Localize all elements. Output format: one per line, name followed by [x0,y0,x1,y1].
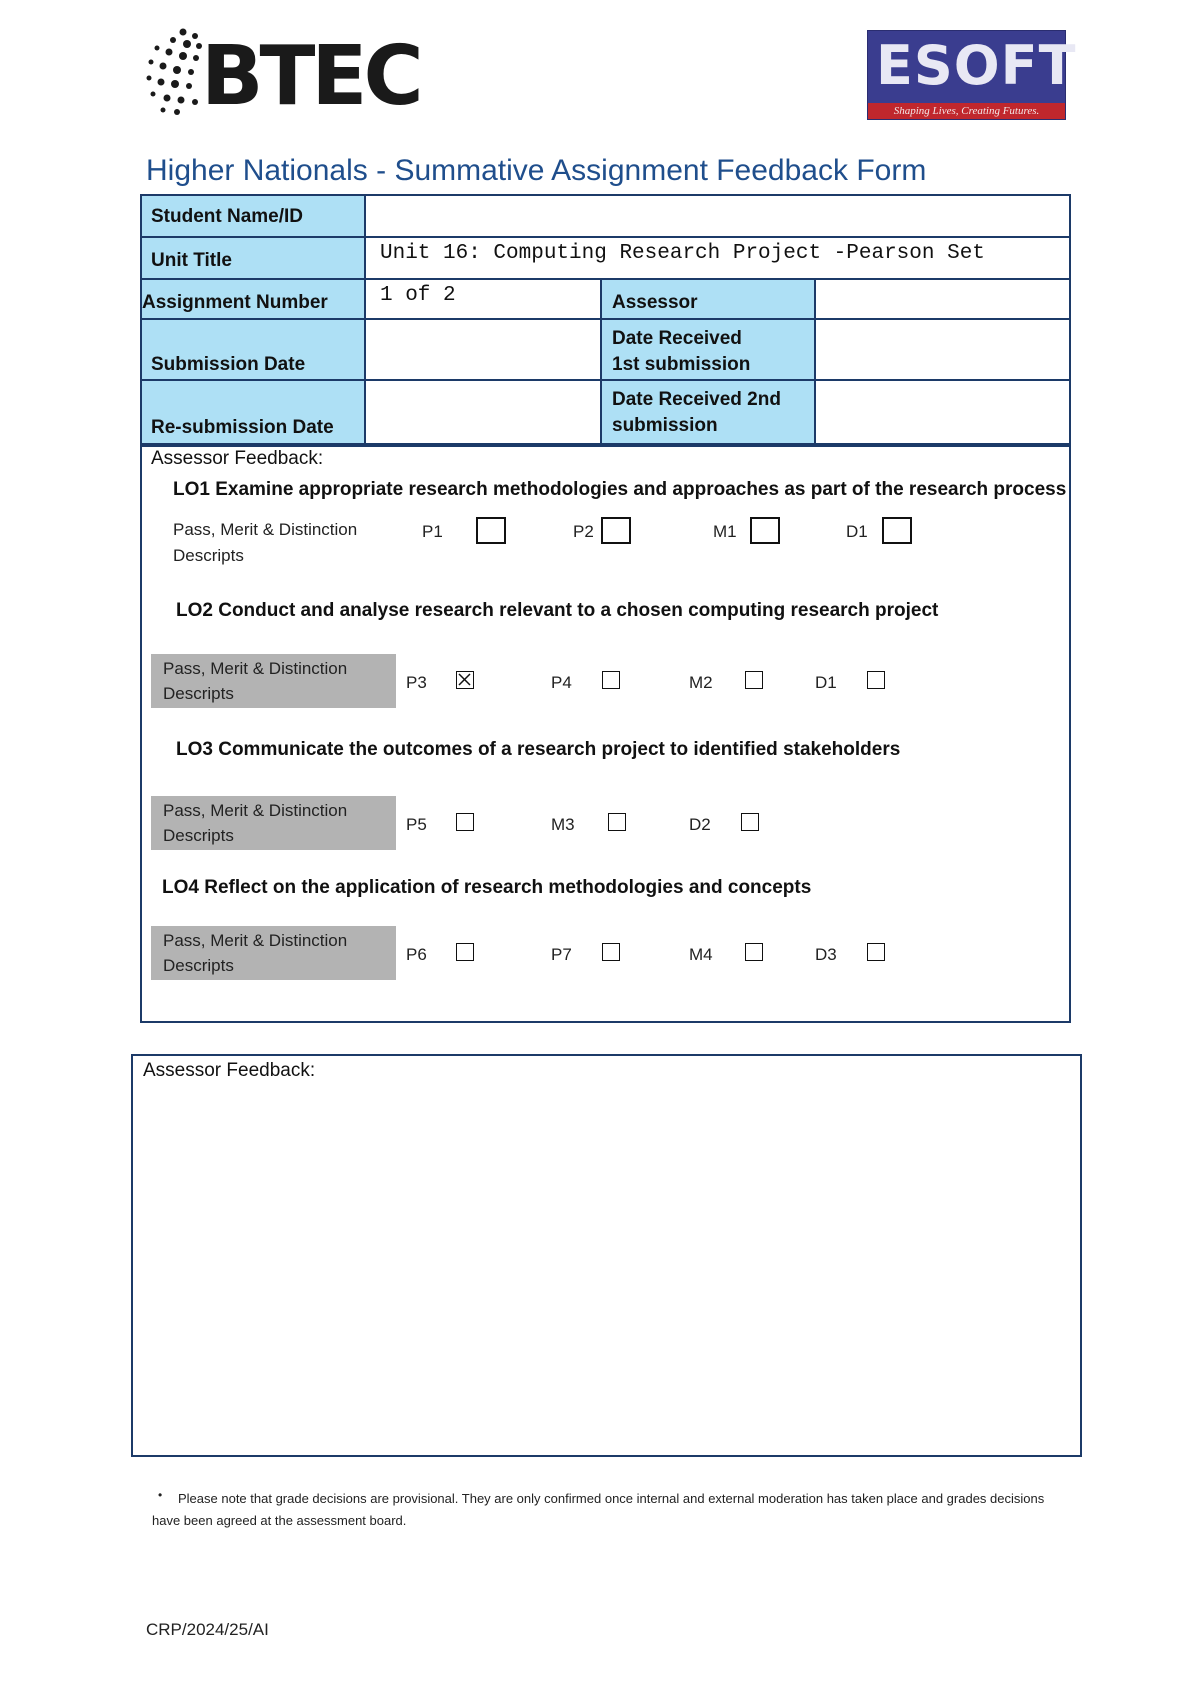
assessor-label: Assessor [612,292,698,313]
unit-label-cell [140,236,366,280]
submission-field[interactable] [364,318,602,381]
received2-field[interactable] [814,379,1071,445]
lo1-code-2: P2 [573,522,594,541]
student-label: Student Name/ID [151,206,304,227]
received2-label-cell [600,379,816,445]
provisional-note [152,1488,1072,1532]
check-x-icon [457,672,472,687]
lo3-checkbox-3[interactable] [741,813,759,831]
assignment-label: Assignment Number [142,292,328,313]
lo2-descripts: Pass, Merit & Distinction Descripts [151,654,396,708]
assignment-label-cell [140,278,366,320]
received1-label-line1: Date Received [612,328,742,349]
lo3-code-2: M3 [551,815,575,834]
lo2-code-2: P4 [551,673,572,692]
note-text: Please note that grade decisions are provisional. They are only confirmed once internal and external moderation has taken place and grades decisions have been agreed at the assessment board. [152,1491,1045,1528]
resubmission-label: Re-submission Date [151,417,334,438]
lo2-title: LO2 Conduct and analyse research relevant to a chosen computing research project [176,600,939,621]
lo4-checkbox-1[interactable] [456,943,474,961]
document-reference: CRP/2024/25/AI [146,1620,269,1639]
student-field[interactable] [364,194,1071,238]
lo4-code-1: P6 [406,945,427,964]
lo2-checkbox-2[interactable] [602,671,620,689]
lo2-checkbox-4[interactable] [867,671,885,689]
lo1-title: LO1 Examine appropriate research methodologies and approaches as part of the research process [173,479,1067,500]
unit-value: Unit 16: Computing Research Project -Pearson Set [380,242,985,265]
assessor-feedback-heading: Assessor Feedback: [151,448,324,469]
lo3-checkbox-1[interactable] [456,813,474,831]
page-title: Higher Nationals - Summative Assignment Feedback Form [146,154,927,187]
lo1-descripts-line2: Descripts [173,546,244,565]
submission-label-cell [140,318,366,381]
assessor-field[interactable] [814,278,1071,320]
lo1-checkbox-4[interactable] [882,517,912,544]
btec-dots-icon [143,26,203,116]
lo1-descripts-line1: Pass, Merit & Distinction [173,520,358,539]
lo1-code-4: D1 [846,522,868,541]
received2-label-line1: Date Received 2nd [612,389,781,410]
unit-label: Unit Title [151,250,232,271]
lo4-code-3: M4 [689,945,713,964]
assessor-feedback-box[interactable] [131,1054,1082,1457]
lo4-checkbox-4[interactable] [867,943,885,961]
esoft-tagline: Shaping Lives, Creating Futures. [868,103,1065,119]
lo3-code-1: P5 [406,815,427,834]
lo1-code-1: P1 [422,522,443,541]
esoft-wordmark: ESOFT [876,34,1077,97]
received2-label-line2: submission [612,415,718,436]
resubmission-field[interactable] [364,379,602,445]
received1-label-cell [600,318,816,381]
lo2-checkbox-1[interactable] [456,671,474,689]
assignment-field[interactable] [364,278,602,320]
assessor-feedback-box-heading: Assessor Feedback: [143,1060,316,1081]
assignment-value: 1 of 2 [380,284,456,307]
lo4-descripts: Pass, Merit & Distinction Descripts [151,926,396,980]
lo4-checkbox-2[interactable] [602,943,620,961]
btec-logo [143,26,420,124]
lo2-code-3: M2 [689,673,713,692]
lo2-checkbox-3[interactable] [745,671,763,689]
lo2-code-4: D1 [815,673,837,692]
lo1-checkbox-1[interactable] [476,517,506,544]
assessor-label-cell [600,278,816,320]
btec-wordmark: BTEC [201,29,420,124]
received1-label-line2: 1st submission [612,354,751,375]
lo4-code-4: D3 [815,945,837,964]
lo3-code-3: D2 [689,815,711,834]
lo4-title: LO4 Reflect on the application of research methodologies and concepts [162,877,812,898]
note-bullet: • [158,1488,163,1502]
lo3-descripts: Pass, Merit & Distinction Descripts [151,796,396,850]
unit-field[interactable] [364,236,1071,280]
resubmission-label-cell [140,379,366,445]
lo1-code-3: M1 [713,522,737,541]
lo4-code-2: P7 [551,945,572,964]
lo1-checkbox-3[interactable] [750,517,780,544]
lo3-checkbox-2[interactable] [608,813,626,831]
lo3-title: LO3 Communicate the outcomes of a research project to identified stakeholders [176,739,901,760]
student-label-cell [140,194,366,238]
lo2-code-1: P3 [406,673,427,692]
lo1-checkbox-2[interactable] [601,517,631,544]
submission-label: Submission Date [151,354,306,375]
esoft-logo [867,30,1077,120]
lo4-checkbox-3[interactable] [745,943,763,961]
received1-field[interactable] [814,318,1071,381]
